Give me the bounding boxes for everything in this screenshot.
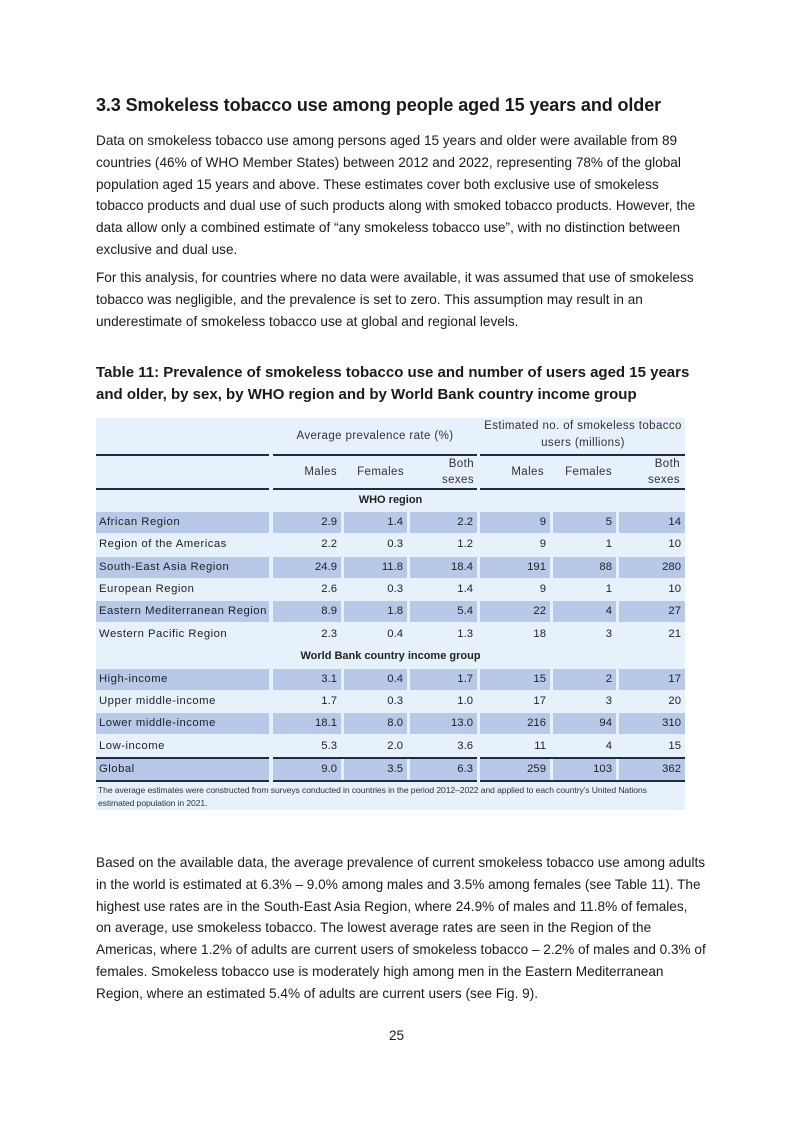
- cell-value: 0.3: [387, 538, 403, 550]
- cell-value: 13.0: [410, 713, 477, 734]
- cell-value: 8.0: [344, 713, 407, 734]
- cell-value: 1.7: [321, 695, 337, 707]
- cell-value: 24.9: [273, 557, 341, 578]
- cell-value: 0.4: [387, 628, 403, 640]
- cell-value: 18: [533, 628, 546, 640]
- section-label-who: WHO region: [358, 494, 423, 506]
- cell-value: 280: [619, 557, 685, 578]
- cell-value: 1.8: [344, 601, 407, 622]
- cell-value: 0.3: [387, 695, 403, 707]
- col-header-females: Females: [357, 466, 404, 478]
- header-rule: [96, 488, 269, 490]
- cell-value: 3.1: [273, 669, 341, 690]
- cell-value: 4: [605, 740, 612, 752]
- cell-value: 2.6: [321, 583, 337, 595]
- cell-value: 191: [480, 557, 550, 578]
- cell-value: 4: [553, 601, 616, 622]
- table-row: [96, 512, 685, 533]
- cell-value: 88: [553, 557, 616, 578]
- cell-value: 3.5: [344, 759, 407, 780]
- cell-value: 310: [619, 713, 685, 734]
- cell-value: 1: [605, 583, 612, 595]
- header-rule: [273, 488, 477, 490]
- cell-value: 259: [480, 759, 550, 780]
- cell-value: 1.3: [457, 628, 473, 640]
- cell-value: 22: [480, 601, 550, 622]
- header-prevalence-group: Average prevalence rate (%): [296, 430, 454, 442]
- section-heading: 3.3 Smokeless tobacco use among people aged 15 years and older: [96, 95, 662, 115]
- cell-value: 0.4: [344, 669, 407, 690]
- page-number: 25: [388, 1028, 405, 1043]
- cell-value: 11.8: [344, 557, 407, 578]
- cell-value: 27: [619, 601, 685, 622]
- section-label-income: World Bank country income group: [300, 650, 481, 662]
- cell-value: 103: [553, 759, 616, 780]
- header-users-group: Estimated no. of smokeless tobacco users (millions): [484, 420, 682, 449]
- cell-value: 17: [619, 669, 685, 690]
- cell-value: 9: [480, 512, 550, 533]
- summary-paragraph: Based on the available data, the average prevalence of current smokeless tobacco use among adults in the world is estimated at 6.3% – 9.0% among males and 3.5% among females (see Table 11). The highest use rates are in the South-East Asia Region, where 24.9% of males and 11.8% of females, on average, use smokeless tobacco. The lowest average rates are seen in the Region of the Americas, where 1.2% of adults are current users of smokeless tobacco – 2.2% of males and 0.3% of females. Smokeless tobacco use is moderately high among men in the Eastern Mediterranean Region, where an estimated 5.4% of adults are current users (see Fig. 9).: [96, 855, 706, 1001]
- cell-value: 9: [539, 583, 546, 595]
- cell-value: 9.0: [273, 759, 341, 780]
- cell-value: 17: [533, 695, 546, 707]
- cell-value: 0.3: [387, 583, 403, 595]
- cell-value: 15: [668, 740, 681, 752]
- cell-value: 1: [605, 538, 612, 550]
- row-label: High-income: [96, 669, 269, 690]
- col-header-females: Females: [565, 466, 612, 478]
- prevalence-table: [96, 418, 685, 810]
- table-row: [96, 534, 685, 555]
- row-label: Lower middle-income: [96, 713, 269, 734]
- cell-value: 2.0: [387, 740, 403, 752]
- row-label: Low-income: [99, 740, 165, 752]
- cell-value: 5.4: [410, 601, 477, 622]
- cell-value: 94: [553, 713, 616, 734]
- cell-value: 1.0: [457, 695, 473, 707]
- cell-value: 2.2: [321, 538, 337, 550]
- row-label: European Region: [99, 583, 195, 595]
- cell-value: 3: [605, 628, 612, 640]
- cell-value: 9: [539, 538, 546, 550]
- cell-value: 10: [668, 538, 681, 550]
- table-row: [96, 579, 685, 600]
- cell-value: 8.9: [273, 601, 341, 622]
- table-row: [96, 736, 685, 757]
- cell-value: 11: [534, 740, 546, 752]
- table-row: [96, 669, 685, 690]
- row-label: Eastern Mediterranean Region: [96, 601, 269, 622]
- cell-value: 1.7: [410, 669, 477, 690]
- cell-value: 1.4: [344, 512, 407, 533]
- cell-value: 362: [619, 759, 685, 780]
- cell-value: 5.3: [321, 740, 337, 752]
- cell-value: 216: [480, 713, 550, 734]
- cell-value: 1.4: [457, 583, 473, 595]
- row-label: Region of the Americas: [99, 538, 227, 550]
- col-header-males: Males: [304, 466, 337, 478]
- cell-value: 5: [553, 512, 616, 533]
- bottom-rule: [96, 780, 269, 782]
- cell-value: 21: [668, 628, 681, 640]
- table-footnote: The average estimates were constructed from surveys conducted in countries in the period 2012–2022 and applied to each country’s United Nations estimated population in 2021.: [98, 785, 647, 808]
- table-row-global: [96, 759, 685, 780]
- table-row: [96, 691, 685, 712]
- cell-value: 3.6: [457, 740, 473, 752]
- intro-paragraph: Data on smokeless tobacco use among persons aged 15 years and older were available from 89 countries (46% of WHO Member States) between 2012 and 2022, representing 78% of the global population aged 15 years and above. These estimates cover both exclusive use of smokeless tobacco products and dual use of such products along with smoked tobacco products. However, the data allow only a combined estimate of “any smokeless tobacco use”, with no distinction between exclusive and dual use.: [96, 133, 696, 257]
- col-header-males: Males: [511, 466, 544, 478]
- assumption-paragraph: For this analysis, for countries where no data were available, it was assumed that use of smokeless tobacco was negligible, and the prevalence is set to zero. This assumption may result in an underestimate of smokeless tobacco use at global and regional levels.: [96, 270, 694, 329]
- row-label: Western Pacific Region: [99, 628, 228, 640]
- cell-value: 14: [619, 512, 685, 533]
- bottom-rule: [480, 780, 685, 782]
- cell-value: 20: [668, 695, 681, 707]
- cell-value: 2.9: [273, 512, 341, 533]
- cell-value: 10: [668, 583, 681, 595]
- cell-value: 6.3: [410, 759, 477, 780]
- table-row: [96, 601, 685, 622]
- cell-value: 18.1: [273, 713, 341, 734]
- table-row: [96, 624, 685, 645]
- header-rule: [480, 488, 685, 490]
- col-header-both: Both sexes: [647, 458, 680, 486]
- cell-value: 2: [553, 669, 616, 690]
- cell-value: 2.2: [410, 512, 477, 533]
- table-row: [96, 713, 685, 734]
- row-label: South-East Asia Region: [96, 557, 269, 578]
- table-row: [96, 557, 685, 578]
- header-rule: [96, 454, 269, 456]
- row-label: Global: [96, 759, 269, 780]
- cell-value: 15: [480, 669, 550, 690]
- table-caption: Table 11: Prevalence of smokeless tobacco use and number of users aged 15 years and older, by sex, by WHO region and by World Bank country income group: [96, 364, 690, 403]
- cell-value: 2.3: [321, 628, 337, 640]
- cell-value: 3: [605, 695, 612, 707]
- cell-value: 1.2: [457, 538, 473, 550]
- cell-value: 18.4: [410, 557, 477, 578]
- row-label: Upper middle-income: [99, 695, 216, 707]
- bottom-rule: [273, 780, 477, 782]
- row-label: African Region: [96, 512, 269, 533]
- col-header-both: Both sexes: [441, 458, 474, 486]
